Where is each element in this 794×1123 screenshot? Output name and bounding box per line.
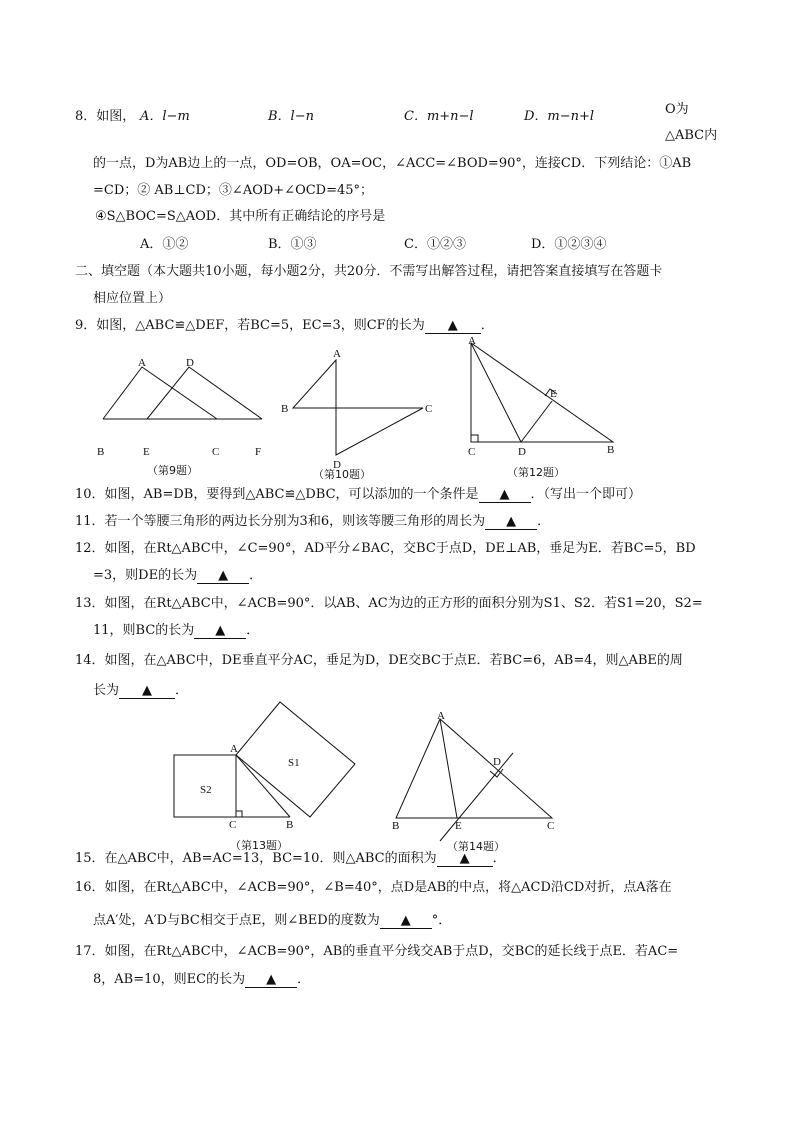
fig14-label-a: A: [437, 710, 445, 722]
fig13-right-angle-c: [236, 811, 242, 817]
q9-text: 9．如图，△ABC≌△DEF，若BC=5，EC=3，则CF的长为 ▲ ．: [75, 318, 494, 333]
q16-answer-blank[interactable]: ▲: [380, 914, 432, 929]
fig12-triangle-abc: [471, 343, 613, 442]
figure-10: [280, 345, 440, 480]
q12-line-1: 12．如图，在Rt△ABC中，∠C=90°，AD平分∠BAC，交BC于点D，DE⊥AB，垂足为E．若BC=5，BD: [75, 541, 696, 556]
fig9-label-c: C: [212, 446, 220, 458]
q10-answer-blank[interactable]: ▲: [479, 488, 531, 503]
fig13-label-s1: S1: [288, 757, 300, 769]
q8-choice-a: A．①②: [140, 237, 189, 252]
q8-side-text-1: O为: [665, 102, 689, 117]
fig12-caption: （第12题）: [507, 466, 565, 479]
q9-answer-blank[interactable]: ▲: [425, 319, 481, 334]
fig12-label-c: C: [468, 446, 476, 458]
q8-line-3: =CD；② AB⊥CD；③∠AOD+∠OCD=45°；: [93, 183, 374, 198]
fig13-label-c: C: [229, 819, 237, 831]
q11-answer-blank[interactable]: ▲: [485, 515, 537, 530]
q17-answer-blank[interactable]: ▲: [245, 973, 297, 988]
q8-choice-b: B．①③: [268, 237, 317, 252]
section2-heading-line2: 相应位置上）: [93, 291, 172, 306]
fig14-label-d: D: [493, 756, 501, 768]
fig13-label-b: B: [286, 819, 294, 831]
q14-line-1: 14．如图，在△ABC中，DE垂直平分AC，垂足为D，DE交BC于点E．若BC=6，AB=4，则△ABE的周: [75, 653, 683, 668]
fig10-label-c: C: [425, 403, 433, 415]
fig14-caption: （第14题）: [447, 840, 505, 853]
q8-option-c: C．m+n−l: [404, 109, 474, 124]
fig10-caption: （第10题）: [313, 468, 371, 481]
fig14-label-e: E: [455, 820, 462, 832]
fig9-label-d: D: [186, 357, 194, 369]
q12-line-2: =3，则DE的长为 ▲ ．: [93, 568, 263, 583]
fig9-triangle-def: [147, 367, 262, 419]
q17-line-1: 17．如图，在Rt△ABC中，∠ACB=90°，AB的垂直平分线交AB于点D，交BC的延长线于点E．若AC=: [75, 944, 679, 959]
fig13-side-ab: [236, 755, 290, 817]
q8-choice-d: D．①②③④: [531, 237, 607, 252]
q13-line-1: 13．如图，在Rt△ABC中，∠ACB=90°．以AB、AC为边的正方形的面积分别为S1、S2．若S1=20，S2=: [75, 596, 703, 611]
fig12-label-d: D: [518, 446, 526, 458]
q8-option-a: A．l−m: [140, 109, 190, 124]
fig12-right-angle-c: [471, 435, 478, 442]
fig14-label-c: C: [547, 820, 555, 832]
fig9-label-f: F: [255, 446, 262, 458]
q13-answer-blank[interactable]: ▲: [194, 624, 246, 639]
fig12-label-e: E: [550, 388, 557, 400]
q17-line-2: 8，AB=10，则EC的长为 ▲ ．: [93, 972, 311, 987]
figure-9: [92, 355, 272, 480]
section2-heading-line1: 二、填空题（本大题共10小题，每小题2分，共20分．不需写出解答过程，请把答案直接填写在答题卡: [75, 264, 663, 279]
q14-line-2: 长为 ▲ ．: [93, 683, 189, 698]
q8-line-2: 的一点，D为AB边上的一点，OD=OB，OA=OC，∠ACC=∠BOD=90°，连接CD．下列结论：①AB: [93, 156, 692, 171]
fig12-label-a: A: [468, 335, 476, 347]
fig10-label-d: D: [333, 459, 341, 471]
q8-option-b: B．l−n: [268, 109, 314, 124]
fig14-perpendicular-bisector: [440, 753, 513, 841]
fig13-label-a: A: [230, 743, 238, 755]
q8-number: 8．如图，: [75, 109, 136, 124]
fig9-label-e: E: [143, 446, 150, 458]
figure-12: [462, 333, 627, 481]
figure-14: [385, 705, 570, 855]
q14-answer-blank[interactable]: ▲: [119, 684, 175, 699]
q8-choice-c: C．①②③: [404, 237, 466, 252]
fig9-label-b: B: [97, 446, 105, 458]
q8-option-d: D．m−n+l: [524, 109, 595, 124]
fig9-label-a: A: [138, 357, 146, 369]
q12-answer-blank[interactable]: ▲: [197, 569, 249, 584]
fig14-line-ae: [440, 719, 457, 818]
q8-side-text-2: △ABC内: [665, 128, 718, 143]
q15-answer-blank[interactable]: ▲: [437, 852, 493, 867]
fig12-label-b: B: [607, 444, 615, 456]
q15-text: 15．在△ABC中，AB=AC=13，BC=10．则△ABC的面积为 ▲ ．: [75, 851, 506, 866]
fig13-caption: （第13题）: [230, 839, 288, 852]
fig14-label-b: B: [392, 820, 400, 832]
q11-text: 11．若一个等腰三角形的两边长分别为3和6，则该等腰三角形的周长为 ▲ ．: [75, 514, 551, 529]
fig10-label-b: B: [281, 403, 289, 415]
fig10-label-a: A: [333, 348, 341, 360]
fig12-line-de: [521, 401, 552, 442]
q16-line-2: 点A′处，A′D与BC相交于点E，则∠BED的度数为 ▲ °．: [93, 913, 452, 928]
fig13-label-s2: S2: [200, 784, 212, 796]
fig14-triangle-abc: [396, 719, 552, 818]
fig12-line-ad: [471, 343, 521, 442]
fig9-caption: （第9题）: [147, 464, 198, 477]
q10-text: 10．如图，AB=DB，要得到△ABC≌△DBC，可以添加的一个条件是 ▲ ．（写出一个即可）: [75, 487, 642, 502]
q13-line-2: 11，则BC的长为 ▲ ．: [93, 623, 260, 638]
figure-13: [160, 700, 365, 855]
q16-line-1: 16．如图，在Rt△ABC中，∠ACB=90°，∠B=40°，点D是AB的中点，将△ACD沿CD对折，点A落在: [75, 880, 672, 895]
q8-line-4: ④S△BOC=S△AOD．其中所有正确结论的序号是: [95, 209, 386, 224]
